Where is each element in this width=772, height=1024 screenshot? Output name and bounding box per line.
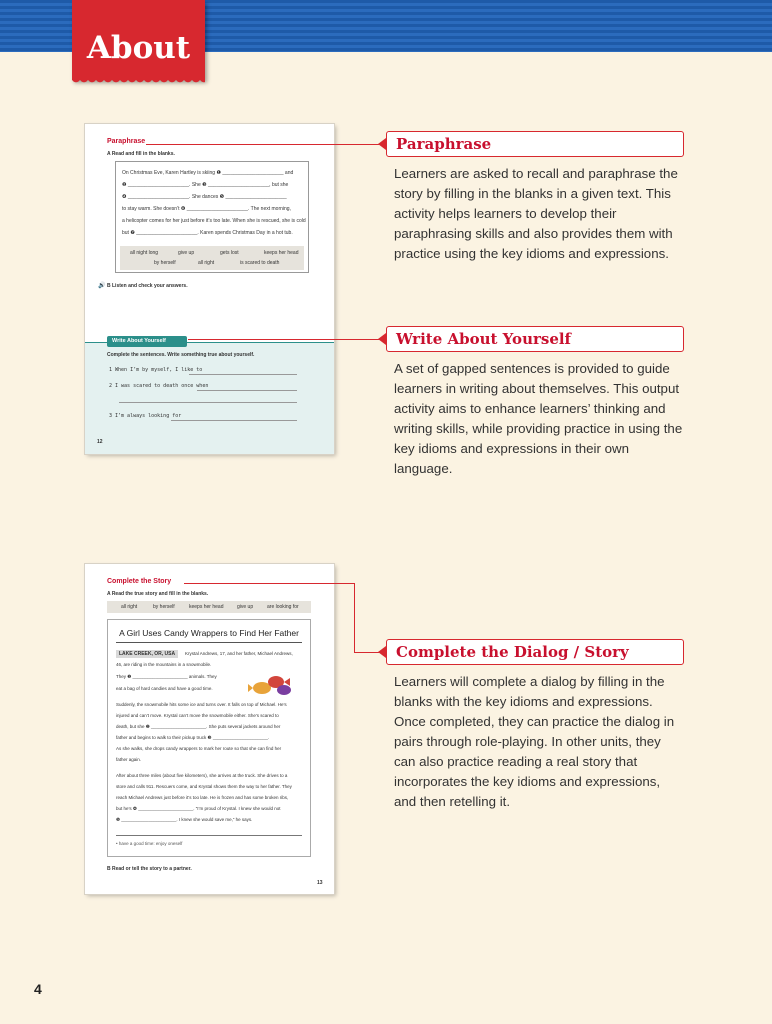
article-line: After about three miles (about five kilometers), she arrives at the truck. She drives to a	[116, 773, 288, 778]
answer-line	[197, 390, 297, 391]
callout-write-about-yourself	[386, 326, 684, 352]
article-line: but he’s ❹ ______________________. “I’m proud of Krystal. I knew she would not	[116, 806, 281, 811]
thumb-instruction-a: A Read and fill in the blanks.	[107, 151, 175, 157]
callout-complete-dialog-story	[386, 639, 684, 665]
leader-line-paraphrase	[146, 144, 386, 145]
thumb-write-item: 2 I was scared to death once when	[109, 383, 209, 389]
thumb-write-heading: Write About Yourself	[112, 338, 166, 344]
thumb-text-line: ❹ ______________________. She dances ❺ ______________________	[122, 194, 287, 200]
article-line: ❺ ______________________. I knew she would save me,” he says.	[116, 817, 253, 822]
thumb-instruction-b: B Listen and check your answers.	[107, 283, 188, 289]
callout-write-title: Write About Yourself	[396, 330, 572, 348]
article-line: 46, are riding in the mountains in a snowmobile.	[116, 662, 212, 667]
story-description: Learners will complete a dialog by filling in the blanks with the key idioms and expressions. Once completed, they can practice the dialog in pairs through role-playing. In other units, they can also practice reading a real story that incorporates the key idioms and expressions, and then retelling it.	[394, 674, 675, 809]
thumb-text-line: but ❼ ______________________. Karen spends Christmas Day in a hot tub.	[122, 230, 293, 236]
article-line: father and begins to walk to their pickup truck ❸ ______________________.	[116, 735, 270, 740]
thumb-write-heading-tag	[107, 336, 187, 347]
article-line: father again.	[116, 757, 142, 762]
thumb-word-bank	[120, 246, 304, 270]
word-bank-item: all right	[121, 604, 138, 610]
article-footnote: • have a good time: enjoy oneself	[116, 841, 183, 846]
word-bank-item: all right	[198, 260, 215, 266]
article-line: Suddenly, the snowmobile hits some ice and turns over. It falls on top of Michael. He’s	[116, 702, 287, 707]
callout-story-title: Complete the Dialog / Story	[396, 643, 629, 661]
about-tab	[72, 0, 205, 80]
candy-wrapper	[248, 684, 253, 692]
speaker-icon: 🔊	[98, 283, 106, 289]
thumb-text-line: to stay warm. She doesn’t ❻ ______________________. The next morning,	[122, 206, 291, 212]
thumb-story-word-bank	[107, 601, 311, 613]
word-bank-item: is scared to death	[240, 260, 280, 266]
word-bank-item: are looking for	[267, 604, 299, 610]
word-bank-item: by herself	[154, 260, 176, 266]
paraphrase-description: Learners are asked to recall and paraphrase the story by filling in the blanks in a given text. This activity helps learners to develop their paraphrasing skills and also provides them with practice using the key idioms and expressions.	[394, 166, 678, 261]
candy-piece	[253, 682, 271, 694]
callout-paraphrase	[386, 131, 684, 157]
thumb-write-section	[85, 338, 334, 454]
thumb-write-item: 1 When I’m by myself, I like to	[109, 367, 203, 373]
thumb-article-box	[107, 619, 311, 857]
article-line: Krystal Andrews, 17, and her father, Michael Andrews,	[185, 651, 293, 656]
thumb-text-box	[115, 161, 309, 273]
candy-piece	[277, 685, 291, 695]
thumb-paraphrase-heading: Paraphrase	[107, 138, 146, 145]
word-bank-item: keeps her head	[189, 604, 224, 610]
page-number: 4	[34, 981, 42, 997]
title-rule	[116, 642, 302, 643]
thumb-text-line: On Christmas Eve, Karen Hartley is skiing ❶ ______________________ and	[122, 170, 294, 176]
thumb-story-instruction-a: A Read the true story and fill in the blanks.	[107, 591, 209, 597]
word-bank-item: all night long	[130, 250, 159, 256]
word-bank-item: give up	[237, 604, 254, 610]
thumb-page-number: 12	[97, 439, 103, 445]
thumb-page-number: 13	[317, 880, 323, 886]
answer-line	[171, 420, 297, 421]
candy-wrapper	[284, 678, 290, 686]
article-line: injured and can’t move. Krystal can’t move the snowmobile either. She’s scared to	[116, 713, 279, 718]
footnote-rule	[116, 835, 302, 836]
article-line: As she walks, she drops candy wrappers to mark her route so that she can find her	[116, 746, 282, 751]
article-line: They ❶ ______________________ animals. They	[116, 674, 217, 679]
leader-line-write	[188, 339, 386, 340]
word-bank-item: gets lost	[220, 250, 239, 256]
article-line: store and calls 911. Rescuers come, and Krystal shows them the way to her father. They	[116, 784, 292, 789]
page-thumbnail-13	[85, 564, 334, 894]
callout-paraphrase-title: Paraphrase	[396, 135, 492, 153]
thumb-write-item: 3 I’m always looking for	[109, 413, 182, 419]
page-thumbnail-12	[85, 124, 334, 454]
leader-line-story	[184, 583, 354, 584]
word-bank-item: keeps her head	[264, 250, 299, 256]
thumb-text-line: ❷ ______________________. She ❸ ______________________, but she	[122, 182, 289, 188]
thumb-write-instruction: Complete the sentences. Write something true about yourself.	[107, 352, 255, 358]
answer-line	[119, 402, 297, 403]
article-line: reach Michael Andrews just before it’s too late. He is frozen and has some broken ribs,	[116, 795, 289, 800]
write-description: A set of gapped sentences is provided to guide learners in writing about themselves. This output activity aims to enhance learners’ thinking and writing skills, while providing practice in using the key idioms and expressions in their own language.	[394, 361, 683, 476]
article-title: A Girl Uses Candy Wrappers to Find Her Father	[119, 628, 299, 638]
candy-illustration	[248, 670, 296, 700]
leader-line-story-vertical	[354, 583, 355, 652]
article-dateline: LAKE CREEK, OR, USA	[116, 650, 178, 658]
word-bank-item: by herself	[153, 604, 175, 610]
thumb-text-line: a helicopter comes for her just before it’s too late. When she is rescued, she is cold	[122, 218, 306, 224]
word-bank-item: give up	[178, 250, 195, 256]
article-line: death, but she ❷ ______________________. She puts several jackets around her	[116, 724, 281, 729]
thumb-story-heading: Complete the Story	[107, 578, 172, 585]
thumb-story-instruction-b: B Read or tell the story to a partner.	[107, 866, 192, 872]
about-tab-label: About	[86, 30, 191, 66]
article-line: eat a bag of hard candies and have a good time.	[116, 686, 213, 691]
answer-line	[189, 374, 297, 375]
